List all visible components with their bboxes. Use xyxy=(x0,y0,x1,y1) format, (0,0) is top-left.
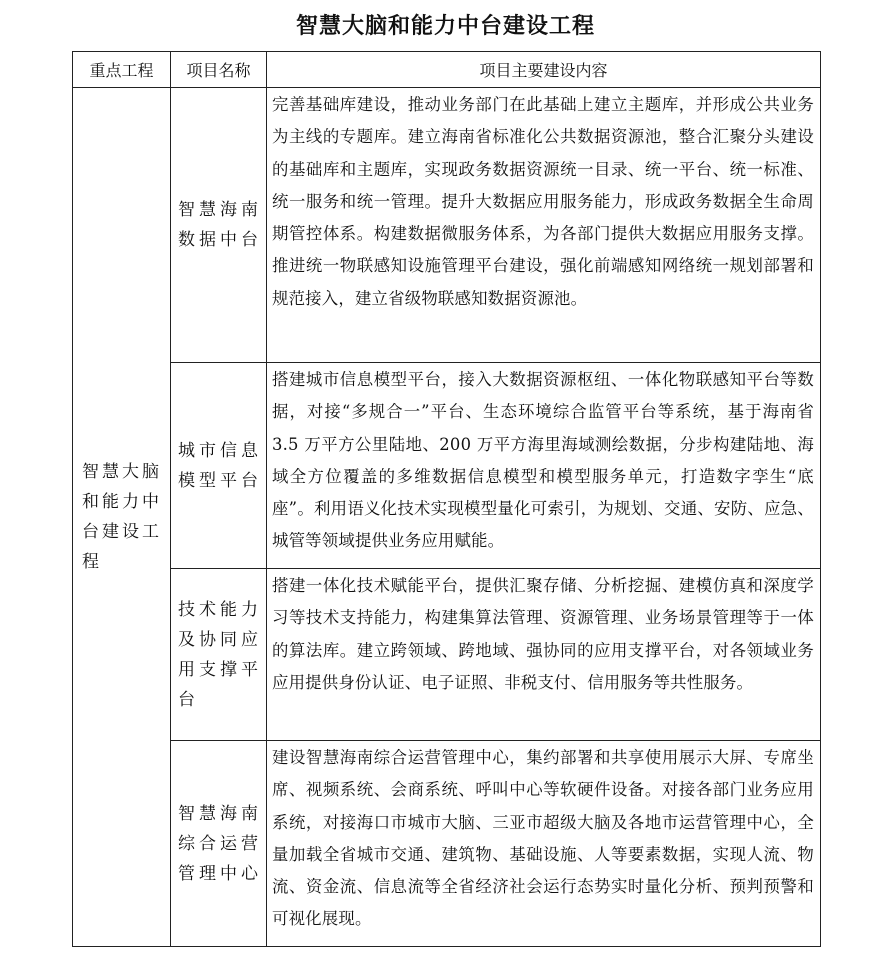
project-name-cell xyxy=(171,741,267,947)
table-row xyxy=(73,88,821,363)
header-project-name: 项目名称 xyxy=(171,52,267,88)
project-name: 城市信息模型平台 xyxy=(178,440,262,491)
table-row xyxy=(73,363,821,569)
project-table xyxy=(72,51,821,947)
project-name: 智慧海南综合运营管理中心 xyxy=(178,803,262,884)
project-content: 搭建一体化技术赋能平台，提供汇聚存储、分析挖掘、建模仿真和深度学习等技术支持能力，构建集算法管理、资源管理、业务场景管理等于一体的算法库。建立跨领域、跨地域、强协同的应用支撑平台，对各领域业务应用提供身份认证、电子证照、非税支付、信用服务等共性服务。 xyxy=(272,576,814,692)
project-content-cell xyxy=(267,741,821,947)
project-content: 完善基础库建设，推动业务部门在此基础上建立主题库，并形成公共业务为主线的专题库。建立海南省标准化公共数据资源池，整合汇聚分头建设的基础库和主题库，实现政务数据资源统一目录、统一平台、统一标准、统一服务和统一管理。提升大数据应用服务能力，形成政务数据全生命周期管控体系。构建数据微服务体系，为各部门提供大数据应用服务支撑。推进统一物联感知设施管理平台建设，强化前端感知网络统一规划部署和规范接入，建立省级物联感知数据资源池。 xyxy=(272,95,814,308)
project-name-cell xyxy=(171,363,267,569)
project-content: 搭建城市信息模型平台，接入大数据资源枢纽、一体化物联感知平台等数据，对接“多规合一”平台、生态环境综合监管平台等系统，基于海南省 3.5 万平方公里陆地、200 万平方海里海域测绘数据，分步构建陆地、海域全方位覆盖的多维数据信息模型和模型服务单元，打造数字孪生“底座”。利用语义化技术实现模型量化可索引，为规划、交通、安防、应急、城管等领域提供业务应用赋能。 xyxy=(272,370,814,551)
project-name: 智慧海南数据中台 xyxy=(178,200,262,250)
project-name-cell xyxy=(171,88,267,363)
group-cell xyxy=(73,88,171,947)
project-content-cell xyxy=(267,569,821,741)
table-row xyxy=(73,569,821,741)
project-name-cell xyxy=(171,569,267,741)
header-key-project: 重点工程 xyxy=(73,52,171,88)
header-main-content: 项目主要建设内容 xyxy=(267,52,821,88)
group-label: 智慧大脑和能力中台建设工程 xyxy=(82,462,162,572)
table-row xyxy=(73,741,821,947)
project-content-cell xyxy=(267,363,821,569)
page-title: 智慧大脑和能力中台建设工程 xyxy=(295,14,595,39)
project-content: 建设智慧海南综合运营管理中心，集约部署和共享使用展示大屏、专席坐席、视频系统、会商系统、呼叫中心等软硬件设备。对接各部门业务应用系统，对接海口市城市大脑、三亚市超级大脑及各地市运营管理中心，全量加载全省城市交通、建筑物、基础设施、人等要素数据，实现人流、物流、资金流、信息流等全省经济社会运行态势实时量化分析、预判预警和可视化展现。 xyxy=(272,748,814,929)
project-content-cell xyxy=(267,88,821,363)
project-name: 技术能力及协同应用支撑平台 xyxy=(178,599,262,710)
table-header-row xyxy=(73,52,821,88)
